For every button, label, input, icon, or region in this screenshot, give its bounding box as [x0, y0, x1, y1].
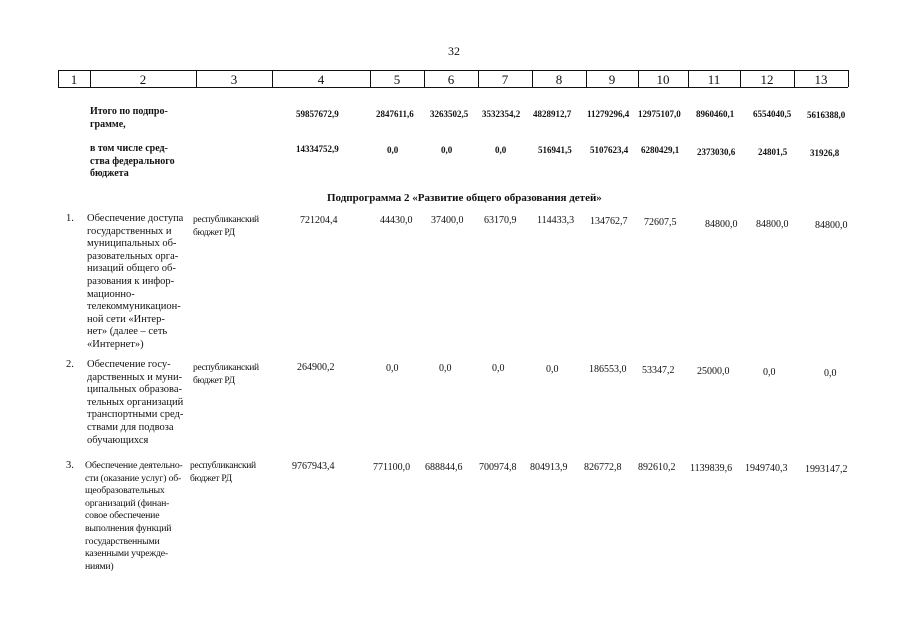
total-value: 6554040,5 [753, 109, 792, 119]
total-value: 4828912,7 [533, 109, 572, 119]
row-value: 826772,8 [584, 462, 622, 473]
row-value: 37400,0 [431, 215, 464, 226]
row-value: 804913,9 [530, 462, 568, 473]
row-value: 0,0 [439, 363, 452, 374]
row-value: 264900,2 [297, 362, 335, 373]
row-value: 53347,2 [642, 365, 675, 376]
total-value: 12975107,0 [638, 109, 681, 119]
header-col-1: 1 [70, 72, 78, 87]
header-col-12: 12 [760, 72, 774, 87]
total-label: Итого по подпро- грамме, [90, 106, 168, 130]
header-col-11: 11 [707, 72, 721, 87]
total-value: 2847611,6 [376, 109, 414, 119]
row-value: 84800,0 [705, 219, 738, 230]
row-number: 1. [66, 213, 74, 224]
row-label: Обеспечение госу- дарственных и муни- ципальных образова- тельных организаций транспортными сред- ствами для подвоза обучающихся [87, 359, 184, 446]
row-value: 84800,0 [815, 220, 848, 231]
header-col-8: 8 [555, 72, 563, 87]
row-value: 892610,2 [638, 462, 676, 473]
row-source: республиканский бюджет РД [193, 215, 259, 238]
header-col-3: 3 [230, 72, 238, 87]
row-label: Обеспечение доступа государственных и муниципальных об- разовательных орга- низаций общего об- разования к инфор- мационно- телекоммуникацион- ной сети «Интер- нет» (далее – сеть «Интернет») [87, 213, 184, 350]
row-value: 186553,0 [589, 364, 627, 375]
row-value: 1139839,6 [690, 463, 733, 474]
row-value: 84800,0 [756, 219, 789, 230]
row-value: 0,0 [546, 364, 559, 375]
header-col-9: 9 [608, 72, 616, 87]
federal-value: 0,0 [495, 145, 507, 155]
subprogram-title: Подпрограмма 2 «Развитие общего образования детей» [327, 192, 602, 204]
total-value: 59857672,9 [296, 109, 339, 119]
federal-value: 6280429,1 [641, 145, 680, 155]
row-source: республиканский бюджет РД [190, 461, 256, 484]
row-value: 25000,0 [697, 366, 730, 377]
row-value: 1949740,3 [745, 463, 788, 474]
federal-value: 24801,5 [758, 147, 788, 157]
federal-value: 14334752,9 [296, 144, 339, 154]
federal-value: 2373030,6 [697, 147, 736, 157]
federal-value: 31926,8 [810, 148, 840, 158]
row-value: 114433,3 [537, 215, 575, 226]
federal-value: 5107623,4 [590, 145, 629, 155]
row-value: 9767943,4 [292, 461, 335, 472]
row-value: 700974,8 [479, 462, 517, 473]
total-value: 3532354,2 [482, 109, 521, 119]
total-value: 11279296,4 [587, 109, 630, 119]
row-value: 0,0 [824, 368, 837, 379]
total-value: 5616388,0 [807, 110, 846, 120]
header-col-6: 6 [447, 72, 455, 87]
row-source: республиканский бюджет РД [193, 363, 259, 386]
row-label: Обеспечение деятельно- сти (оказание услуг) об- щеобразовательных организаций (финан- совое обеспечение выполнения функций государственными казенными учрежде- ниями) [85, 460, 183, 572]
row-number: 2. [66, 359, 74, 370]
total-value: 8960460,1 [696, 109, 735, 119]
header-col-13: 13 [814, 72, 828, 87]
total-value: 3263502,5 [430, 109, 469, 119]
row-value: 0,0 [492, 363, 505, 374]
row-value: 63170,9 [484, 215, 517, 226]
row-value: 0,0 [763, 367, 776, 378]
page-number: 32 [448, 44, 460, 58]
row-value: 771100,0 [373, 462, 411, 473]
header-col-2: 2 [139, 72, 147, 87]
row-value: 134762,7 [590, 216, 628, 227]
row-number: 3. [66, 460, 74, 471]
federal-value: 516941,5 [538, 145, 572, 155]
row-value: 1993147,2 [805, 464, 848, 475]
federal-value: 0,0 [441, 145, 453, 155]
header-col-5: 5 [393, 72, 401, 87]
federal-label: в том числе сред- ства федерального бюджета [90, 143, 175, 180]
row-value: 44430,0 [380, 215, 413, 226]
federal-value: 0,0 [387, 145, 399, 155]
row-value: 688844,6 [425, 462, 463, 473]
header-col-7: 7 [501, 72, 509, 87]
header-col-10: 10 [656, 72, 670, 87]
row-value: 721204,4 [300, 215, 338, 226]
row-value: 72607,5 [644, 217, 677, 228]
header-col-4: 4 [317, 72, 325, 87]
row-value: 0,0 [386, 363, 399, 374]
